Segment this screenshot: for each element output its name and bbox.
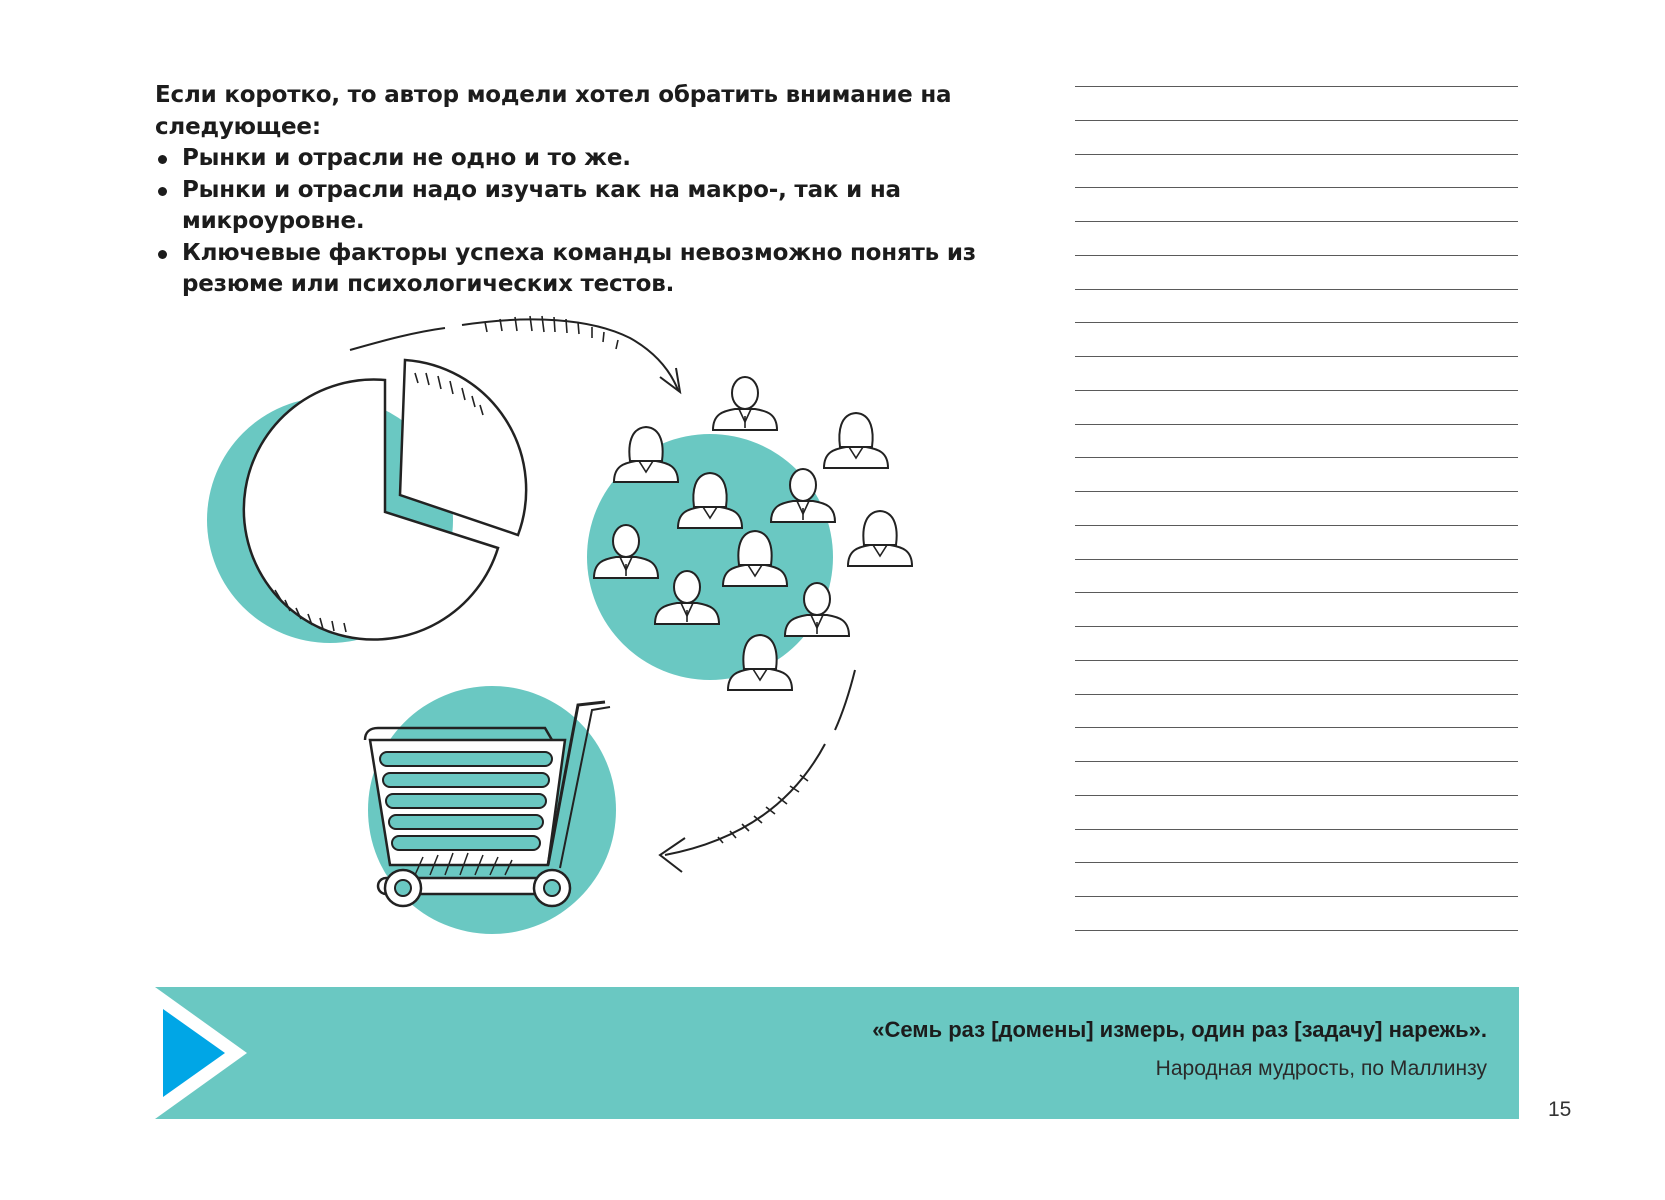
note-line	[1075, 829, 1518, 830]
note-line	[1075, 694, 1518, 695]
note-line	[1075, 356, 1518, 357]
bullet-item	[155, 143, 1055, 175]
note-line	[1075, 457, 1518, 458]
note-line	[1075, 660, 1518, 661]
bullet-text: Рынки и отрасли не одно и то же.	[182, 145, 631, 171]
intro-text-block	[155, 80, 1055, 301]
note-line	[1075, 322, 1518, 323]
note-line	[1075, 626, 1518, 627]
note-line	[1075, 390, 1518, 391]
note-line	[1075, 120, 1518, 121]
bullet-dot	[158, 250, 167, 259]
note-line	[1075, 154, 1518, 155]
quote-text: «Семь раз [домены] измерь, один раз [задачу] нарежь».	[872, 1017, 1487, 1042]
note-line	[1075, 896, 1518, 897]
note-line	[1075, 86, 1518, 87]
note-line	[1075, 424, 1518, 425]
quote-source: Народная мудрость, по Маллинзу	[1155, 1057, 1487, 1080]
note-line	[1075, 525, 1518, 526]
note-line	[1075, 491, 1518, 492]
note-line	[1075, 592, 1518, 593]
quote-band	[155, 987, 1519, 1119]
note-line	[1075, 761, 1518, 762]
illustration	[200, 270, 950, 950]
note-line	[1075, 930, 1518, 931]
note-line	[1075, 795, 1518, 796]
note-line	[1075, 727, 1518, 728]
note-line	[1075, 559, 1518, 560]
cycle-arrow-icon	[660, 670, 855, 872]
note-line	[1075, 255, 1518, 256]
bullet-text: Рынки и отрасли надо изучать как на макро-, так и на микроуровне.	[182, 176, 901, 234]
quote-block	[872, 1017, 1487, 1081]
note-line	[1075, 289, 1518, 290]
pie-chart-icon	[207, 360, 526, 643]
bullet-dot	[158, 155, 167, 164]
play-triangle-icon	[155, 987, 255, 1119]
page-number: 15	[1548, 1098, 1572, 1121]
bullet-item	[155, 175, 1055, 238]
team-people-icon	[587, 377, 912, 690]
bullet-text: Ключевые факторы успеха команды невозможно понять из резюме или психологических тестов.	[182, 239, 976, 297]
intro-lead: Если коротко, то автор модели хотел обратить внимание на следующее:	[155, 82, 952, 140]
note-line	[1075, 187, 1518, 188]
notes-lines	[1075, 86, 1518, 932]
bullet-dot	[158, 187, 167, 196]
shopping-cart-icon	[365, 686, 616, 934]
note-line	[1075, 862, 1518, 863]
note-line	[1075, 221, 1518, 222]
cycle-arrow-icon	[350, 316, 680, 392]
